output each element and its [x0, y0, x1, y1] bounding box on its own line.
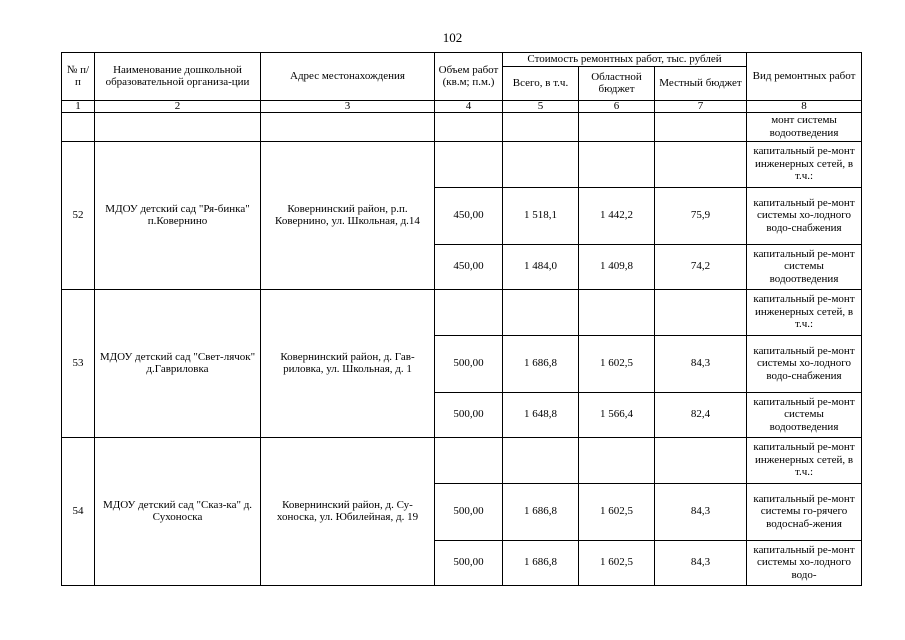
cell-empty — [579, 141, 655, 187]
column-number: 2 — [95, 100, 261, 112]
entry-num: 53 — [62, 289, 95, 437]
total-cell: 1 686,8 — [503, 335, 579, 392]
header-regional: Областной бюджет — [579, 66, 655, 100]
header-volume: Объем работ (кв.м; п.м.) — [435, 53, 503, 101]
cell-empty — [503, 437, 579, 483]
entry-address: Ковернинский район, р.п. Ковернино, ул. Школьная, д.14 — [261, 141, 435, 289]
regional-cell: 1 602,5 — [579, 540, 655, 585]
work-type-cell: капитальный ре-монт системы хо-лодного водо-снабжения — [747, 335, 862, 392]
column-number: 8 — [747, 100, 862, 112]
cell-empty — [503, 141, 579, 187]
entry-name: МДОУ детский сад "Сказ-ка" д. Сухоноска — [95, 437, 261, 585]
local-cell: 84,3 — [655, 335, 747, 392]
volume-cell: 450,00 — [435, 244, 503, 289]
page-number: 102 — [442, 30, 463, 45]
local-cell: 75,9 — [655, 187, 747, 244]
entry-name: МДОУ детский сад "Свет-лячок" д.Гавриловка — [95, 289, 261, 437]
volume-cell: 500,00 — [435, 335, 503, 392]
total-cell: 1 518,1 — [503, 187, 579, 244]
repair-works-table — [61, 52, 862, 586]
cell-empty — [655, 289, 747, 335]
column-number: 1 — [62, 100, 95, 112]
total-cell: 1 686,8 — [503, 483, 579, 540]
volume-cell: 500,00 — [435, 392, 503, 437]
work-type-cell: капитальный ре-монт инженерных сетей, в т.ч.: — [747, 437, 862, 483]
entry-address: Ковернинский район, д. Гав-риловка, ул. Школьная, д. 1 — [261, 289, 435, 437]
cell-empty — [579, 289, 655, 335]
cell-empty — [503, 289, 579, 335]
cell-empty — [579, 437, 655, 483]
local-cell: 82,4 — [655, 392, 747, 437]
regional-cell: 1 442,2 — [579, 187, 655, 244]
cell-empty — [435, 289, 503, 335]
work-type-cell: монт системы водоотведения — [747, 112, 862, 141]
regional-cell: 1 409,8 — [579, 244, 655, 289]
local-cell: 84,3 — [655, 540, 747, 585]
volume-cell: 450,00 — [435, 187, 503, 244]
cell-empty — [435, 112, 503, 141]
cell-empty — [655, 112, 747, 141]
cell-empty — [655, 141, 747, 187]
cell-empty — [579, 112, 655, 141]
local-cell: 74,2 — [655, 244, 747, 289]
header-address: Адрес местонахождения — [261, 53, 435, 101]
cell-empty — [95, 112, 261, 141]
work-type-cell: капитальный ре-монт системы го-рячего водоснаб-жения — [747, 483, 862, 540]
entry-num: 54 — [62, 437, 95, 585]
header-local: Местный бюджет — [655, 66, 747, 100]
header-cost-group: Стоимость ремонтных работ, тыс. рублей — [503, 53, 747, 67]
work-type-cell: капитальный ре-монт системы водоотведения — [747, 244, 862, 289]
work-type-cell: капитальный ре-монт системы хо-лодного водо-снабжения — [747, 187, 862, 244]
header-work-type: Вид ремонтных работ — [747, 53, 862, 101]
entry-num: 52 — [62, 141, 95, 289]
work-type-cell: капитальный ре-монт системы водоотведения — [747, 392, 862, 437]
column-number: 5 — [503, 100, 579, 112]
header-row-top — [62, 53, 862, 67]
cell-empty — [435, 141, 503, 187]
volume-cell: 500,00 — [435, 483, 503, 540]
work-type-cell: капитальный ре-монт инженерных сетей, в т.ч.: — [747, 289, 862, 335]
work-type-cell: капитальный ре-монт системы хо-лодного водо- — [747, 540, 862, 585]
regional-cell: 1 602,5 — [579, 483, 655, 540]
total-cell: 1 686,8 — [503, 540, 579, 585]
table-row — [62, 141, 862, 187]
entry-address: Ковернинский район, д. Су-хоноска, ул. Юбилейная, д. 19 — [261, 437, 435, 585]
column-number: 4 — [435, 100, 503, 112]
continuation-row — [62, 112, 862, 141]
local-cell: 84,3 — [655, 483, 747, 540]
total-cell: 1 648,8 — [503, 392, 579, 437]
work-type-cell: капитальный ре-монт инженерных сетей, в т.ч.: — [747, 141, 862, 187]
regional-cell: 1 602,5 — [579, 335, 655, 392]
column-number: 7 — [655, 100, 747, 112]
header-num: № п/п — [62, 53, 95, 101]
entry-name: МДОУ детский сад "Ря-бинка" п.Ковернино — [95, 141, 261, 289]
table-row — [62, 437, 862, 483]
column-number-row — [62, 100, 862, 112]
volume-cell: 500,00 — [435, 540, 503, 585]
cell-empty — [655, 437, 747, 483]
header-total: Всего, в т.ч. — [503, 66, 579, 100]
total-cell: 1 484,0 — [503, 244, 579, 289]
column-number: 3 — [261, 100, 435, 112]
cell-empty — [435, 437, 503, 483]
regional-cell: 1 566,4 — [579, 392, 655, 437]
cell-empty — [503, 112, 579, 141]
column-number: 6 — [579, 100, 655, 112]
cell-empty — [261, 112, 435, 141]
cell-empty — [62, 112, 95, 141]
table-row — [62, 289, 862, 335]
header-name: Наименование дошкольной образовательной организа-ции — [95, 53, 261, 101]
